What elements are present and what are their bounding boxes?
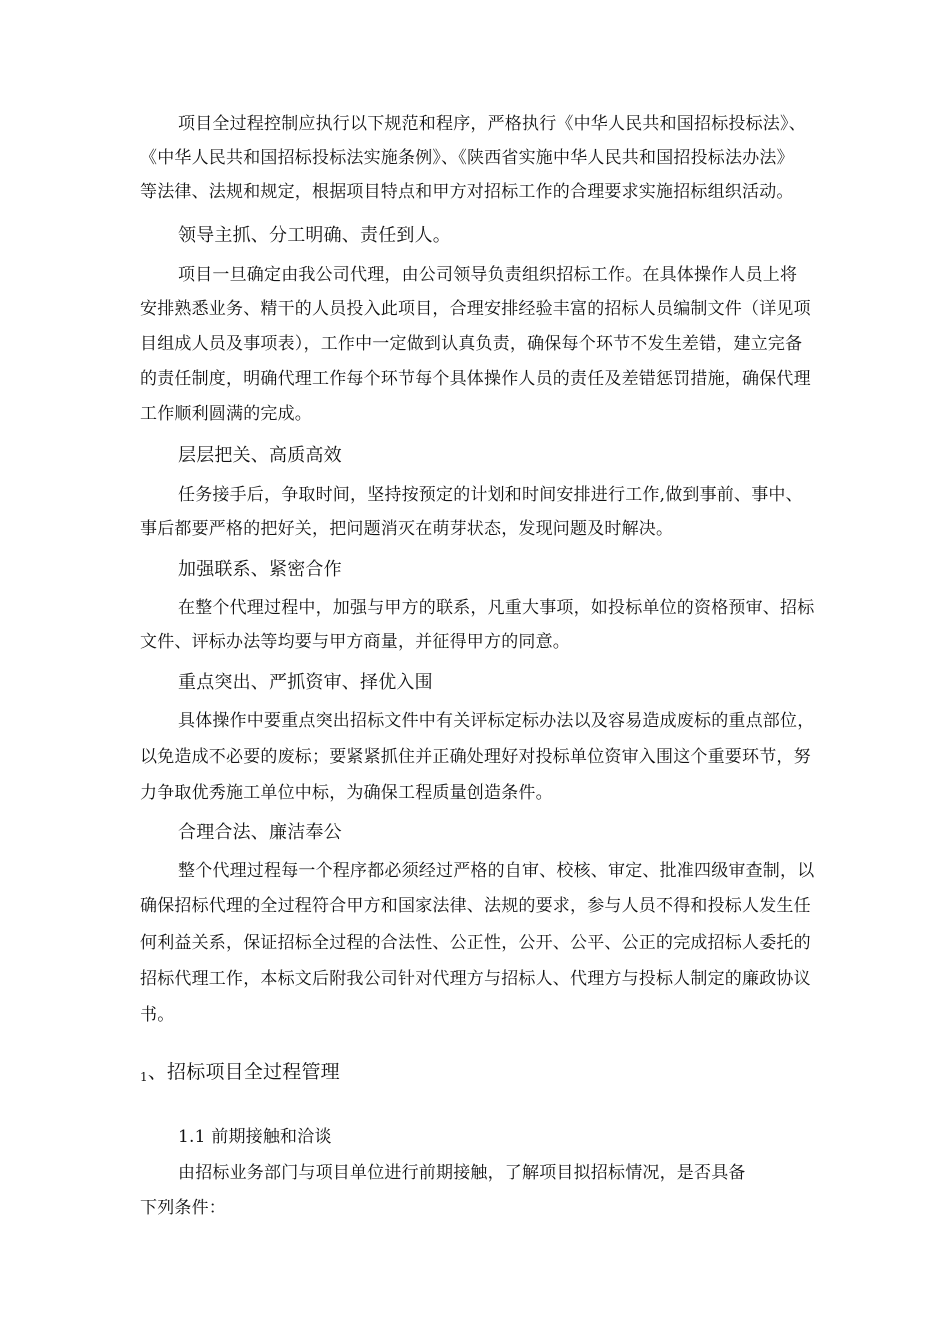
paragraph-line: 文件、评标办法等均要与甲方商量，并征得甲方的同意。	[140, 632, 570, 652]
paragraph-line: 项目一旦确定由我公司代理，由公司领导负责组织招标工作。在具体操作人员上将	[178, 265, 798, 285]
section-number: 1	[140, 1070, 148, 1084]
paragraph-line: 确保招标代理的全过程符合甲方和国家法律、法规的要求，参与人员不得和投标人发生任	[140, 896, 811, 916]
section-heading: 重点突出、严抓资审、择优入围	[178, 672, 433, 693]
subsection-title: 1.1 前期接触和洽谈	[178, 1127, 332, 1147]
paragraph-line: 何利益关系，保证招标全过程的合法性、公正性，公开、公平、公正的完成招标人委托的	[140, 933, 811, 953]
paragraph-line: 由招标业务部门与项目单位进行前期接触，了解项目拟招标情况，是否具备	[178, 1163, 746, 1183]
paragraph-line: 事后都要严格的把好关，把问题消灭在萌芽状态，发现问题及时解决。	[140, 519, 674, 539]
paragraph-line: 在整个代理过程中，加强与甲方的联系，凡重大事项，如投标单位的资格预审、招标	[178, 598, 815, 618]
paragraph-line: 具体操作中要重点突出招标文件中有关评标定标办法以及容易造成废标的重点部位，	[178, 711, 815, 731]
paragraph-line: 书。	[140, 1005, 175, 1025]
paragraph-line: 整个代理过程每一个程序都必须经过严格的自审、校核、审定、批准四级审查制，以	[178, 861, 815, 881]
paragraph-line: 安排熟悉业务、精干的人员投入此项目，合理安排经验丰富的招标人员编制文件（详见项	[140, 299, 811, 319]
section-title-text: 、招标项目全过程管理	[147, 1061, 340, 1083]
section-heading: 合理合法、廉洁奉公	[178, 822, 342, 843]
paragraph-line: 等法律、法规和规定，根据项目特点和甲方对招标工作的合理要求实施招标组织活动。	[140, 182, 794, 202]
section-heading: 层层把关、高质高效	[178, 445, 342, 466]
paragraph-line: 项目全过程控制应执行以下规范和程序，严格执行《中华人民共和国招标投标法》、	[178, 114, 806, 134]
paragraph-line: 任务接手后，争取时间，坚持按预定的计划和时间安排进行工作,做到事前、事中、	[178, 485, 803, 505]
paragraph-line: 招标代理工作，本标文后附我公司针对代理方与招标人、代理方与投标人制定的廉政协议	[140, 969, 811, 989]
paragraph-line: 以免造成不必要的废标；要紧紧抓住并正确处理好对投标单位资审入围这个重要环节，努	[140, 747, 811, 767]
section-heading: 加强联系、紧密合作	[178, 559, 342, 580]
paragraph-line: 下列条件：	[140, 1198, 226, 1218]
paragraph-line: 《中华人民共和国招标投标法实施条例》、《陕西省实施中华人民共和国招投标法办法》	[140, 148, 794, 168]
paragraph-line: 力争取优秀施工单位中标，为确保工程质量创造条件。	[140, 783, 553, 803]
paragraph-line: 工作顺利圆满的完成。	[140, 404, 312, 424]
paragraph-line: 目组成人员及事项表），工作中一定做到认真负责，确保每个环节不发生差错，建立完备	[140, 334, 803, 354]
section-title	[140, 1059, 840, 1090]
paragraph-line: 的责任制度，明确代理工作每个环节每个具体操作人员的责任及差错惩罚措施，确保代理	[140, 369, 811, 389]
section-heading: 领导主抓、分工明确、责任到人。	[178, 225, 451, 246]
